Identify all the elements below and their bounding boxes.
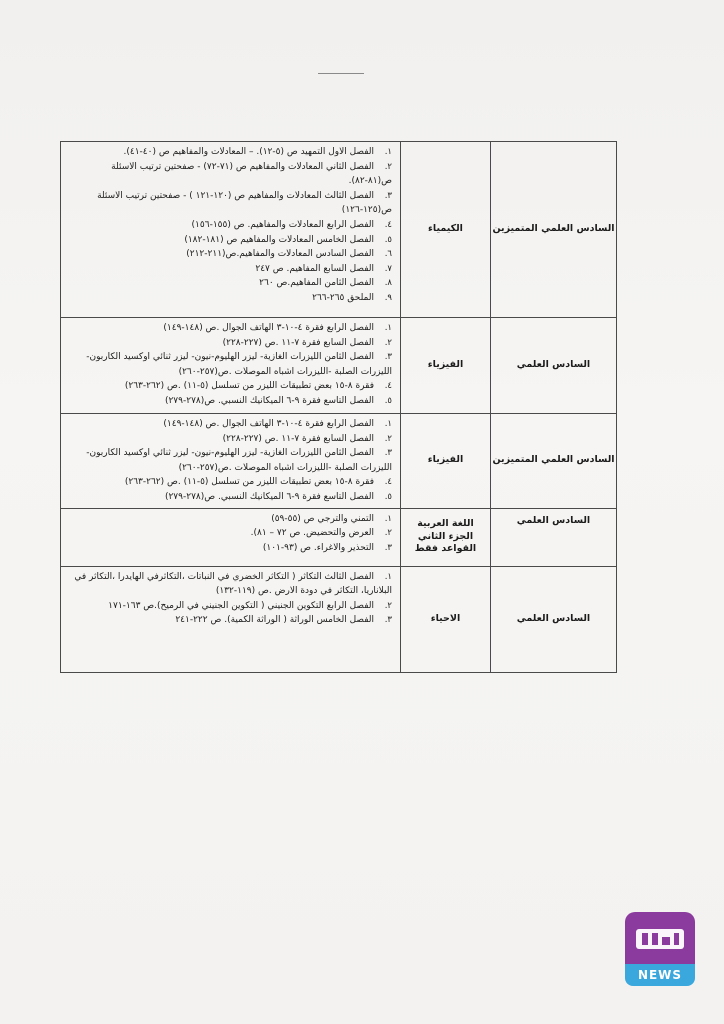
item-number: ١.: [384, 419, 392, 429]
topics-cell: [61, 414, 401, 509]
item-number: ٥.: [384, 491, 392, 502]
item-text: الفصل الثالث التكاثر ( التكاثر الخضري في النباتات ،التكاثرفي الهايدرا ،التكاثر في البلاناريا، التكاثر في دودة الارض .ص (١١٩-١٣٢): [74, 571, 392, 597]
subject-cell: الكيمياء: [401, 142, 491, 318]
topics-list: [65, 512, 392, 556]
topics-list: [65, 145, 392, 306]
item-number: ٣.: [384, 448, 392, 459]
item-text: الملحق ٢٦٥-٢٦٦: [312, 292, 374, 303]
stage-cell: السادس العلمي: [491, 566, 617, 672]
stage-cell: السادس العلمي المتميزين: [491, 142, 617, 318]
item-text: الفصل الخامس الوراثة ( الوراثة الكمية). ص ٢٢٢-٢٤١: [175, 615, 374, 626]
item-number: ١.: [384, 513, 392, 524]
list-item: [65, 541, 392, 556]
topics-list: [65, 321, 392, 409]
item-number: ٨.: [384, 278, 392, 289]
list-item: [65, 599, 392, 614]
subject-cell: اللغة العربية الجزء الثاني القواعد فقط: [401, 508, 491, 566]
header-dash-line: [318, 73, 364, 74]
topics-list: [65, 570, 392, 628]
list-item: [65, 526, 392, 541]
item-text: التحذير والاغراء. ص (٩٣-١٠١): [262, 542, 374, 553]
list-item: [65, 276, 392, 291]
item-text: الفصل السادس المعادلات والمفاهيم.ص(٢١١-٢١٢): [186, 249, 374, 260]
alolas-news-logo: [625, 912, 695, 986]
item-number: ٢.: [384, 433, 392, 444]
list-item: [65, 291, 392, 306]
item-number: ٣.: [384, 542, 392, 553]
logo-news-label: NEWS: [625, 964, 695, 986]
item-text: فقرة ٨-١٥ بعض تطبيقات الليزر من تسلسل (٥-١١) .ص (٢٦٢-٢٦٣): [124, 477, 374, 488]
item-text: التمني والترجي ص (٥٥-٥٩): [271, 513, 374, 524]
list-item: [65, 379, 392, 394]
item-number: ٧.: [384, 263, 392, 274]
item-text: الفصل الثامن المفاهيم.ص ٢٦٠: [259, 278, 374, 289]
item-number: ٣.: [384, 615, 392, 626]
stage-cell: السادس العلمي: [491, 508, 617, 566]
topics-list: [65, 417, 392, 505]
item-number: ١.: [384, 147, 392, 157]
item-number: ١.: [384, 571, 392, 582]
item-text: الفصل الخامس المعادلات والمفاهيم ص (١٨١-١٨٢): [184, 234, 374, 245]
list-item: [65, 512, 392, 527]
item-text: العرض والتحضيض. ص ٧٢ – ٨١).: [250, 528, 374, 539]
item-text: الفصل الثاني المعادلات والمفاهيم ص (٧١-٧٢) - صفحتين ترتيب الاسئلة ص(٨١-٨٢).: [111, 161, 392, 187]
item-text: الفصل الاول التمهيد ص (٥-١٢). – المعادلات والمفاهيم ص (٤٠-٤١).: [123, 147, 374, 157]
table-row: [61, 508, 617, 566]
list-item: [65, 321, 392, 336]
item-number: ٢.: [384, 600, 392, 611]
stage-cell: السادس العلمي: [491, 318, 617, 414]
topics-cell: [61, 318, 401, 414]
item-number: ٤.: [384, 477, 392, 488]
list-item: [65, 247, 392, 262]
list-item: [65, 218, 392, 233]
list-item: [65, 417, 392, 432]
item-number: ٣.: [384, 190, 392, 201]
table-row: [61, 142, 617, 318]
subject-cell: الاحياء: [401, 566, 491, 672]
item-text: الفصل السابع المفاهيم. ص ٢٤٧: [255, 263, 374, 274]
topics-cell: [61, 508, 401, 566]
list-item: [65, 262, 392, 277]
item-text: الفصل التاسع فقرة ٩-٦ الميكانيك النسبي. ص(٢٧٨-٢٧٩): [164, 491, 374, 502]
subject-cell: الفيزياء: [401, 414, 491, 509]
list-item: [65, 145, 392, 160]
item-number: ٢.: [384, 528, 392, 539]
item-number: ٥.: [384, 234, 392, 245]
list-item: [65, 233, 392, 248]
logo-brand-block: [625, 912, 695, 964]
item-number: ٢.: [384, 337, 392, 348]
item-text: الفصل الرابع فقرة ٤-١٠-٣ الهاتف الجوال .ص (١٤٨-١٤٩): [163, 419, 374, 429]
item-text: الفصل الثالث المعادلات والمفاهيم ص (١٢٠-١٢١ ) - صفحتين ترتيب الاسئلة ص(١٢٥-١٢٦): [97, 190, 392, 216]
list-item: [65, 350, 392, 379]
item-number: ٩.: [384, 292, 392, 303]
item-text: الفصل الثامن الليزرات الغازية- ليزر الهليوم-نيون- ليزر ثنائي اوكسيد الكاربون-الليزرات الصلبة -الليزرات اشباه الموصلات .ص(٢٥٧-٢٦٠): [86, 448, 392, 473]
table-row: [61, 318, 617, 414]
list-item: [65, 160, 392, 189]
item-text: الفصل السابع فقرة ٧-١١ .ص (٢٢٧-٢٢٨): [222, 433, 374, 444]
item-number: ٤.: [384, 219, 392, 230]
list-item: [65, 570, 392, 599]
curriculum-table-body: [61, 142, 617, 673]
item-number: ١.: [384, 323, 392, 333]
topics-cell: [61, 566, 401, 672]
list-item: [65, 446, 392, 475]
item-text: الفصل الرابع التكوين الجنيني ( التكوين الجنيني في الرميح).ص ١٦٣-١٧١: [108, 600, 374, 611]
item-number: ٣.: [384, 352, 392, 363]
table-row: [61, 566, 617, 672]
list-item: [65, 490, 392, 505]
topics-cell: [61, 142, 401, 318]
item-text: فقرة ٨-١٥ بعض تطبيقات الليزر من تسلسل (٥-١١) .ص (٢٦٢-٢٦٣): [124, 381, 374, 392]
item-text: الفصل الثامن الليزرات الغازية- ليزر الهليوم-نيون- ليزر ثنائي اوكسيد الكاربون-الليزرات الصلبة -الليزرات اشباه الموصلات .ص(٢٥٧-٢٦٠): [86, 352, 392, 377]
list-item: [65, 394, 392, 409]
item-number: ٦.: [384, 249, 392, 260]
list-item: [65, 336, 392, 351]
stage-cell: السادس العلمي المتميزين: [491, 414, 617, 509]
item-text: الفصل الرابع المعادلات والمفاهيم. ص (١٥٥-١٥٦): [191, 219, 374, 230]
list-item: [65, 189, 392, 218]
item-text: الفصل السابع فقرة ٧-١١ .ص (٢٢٧-٢٢٨): [222, 337, 374, 348]
logo-wordmark-icon: [632, 921, 688, 955]
list-item: [65, 613, 392, 628]
item-text: الفصل التاسع فقرة ٩-٦ الميكانيك النسبي. ص(٢٧٨-٢٧٩): [164, 395, 374, 406]
item-text: الفصل الرابع فقرة ٤-١٠-٣ الهاتف الجوال .ص (١٤٨-١٤٩): [163, 323, 374, 333]
list-item: [65, 475, 392, 490]
curriculum-table: [60, 141, 617, 673]
item-number: ٢.: [384, 161, 392, 172]
item-number: ٥.: [384, 395, 392, 406]
item-number: ٤.: [384, 381, 392, 392]
subject-cell: الفيزياء: [401, 318, 491, 414]
table-row: [61, 414, 617, 509]
list-item: [65, 432, 392, 447]
